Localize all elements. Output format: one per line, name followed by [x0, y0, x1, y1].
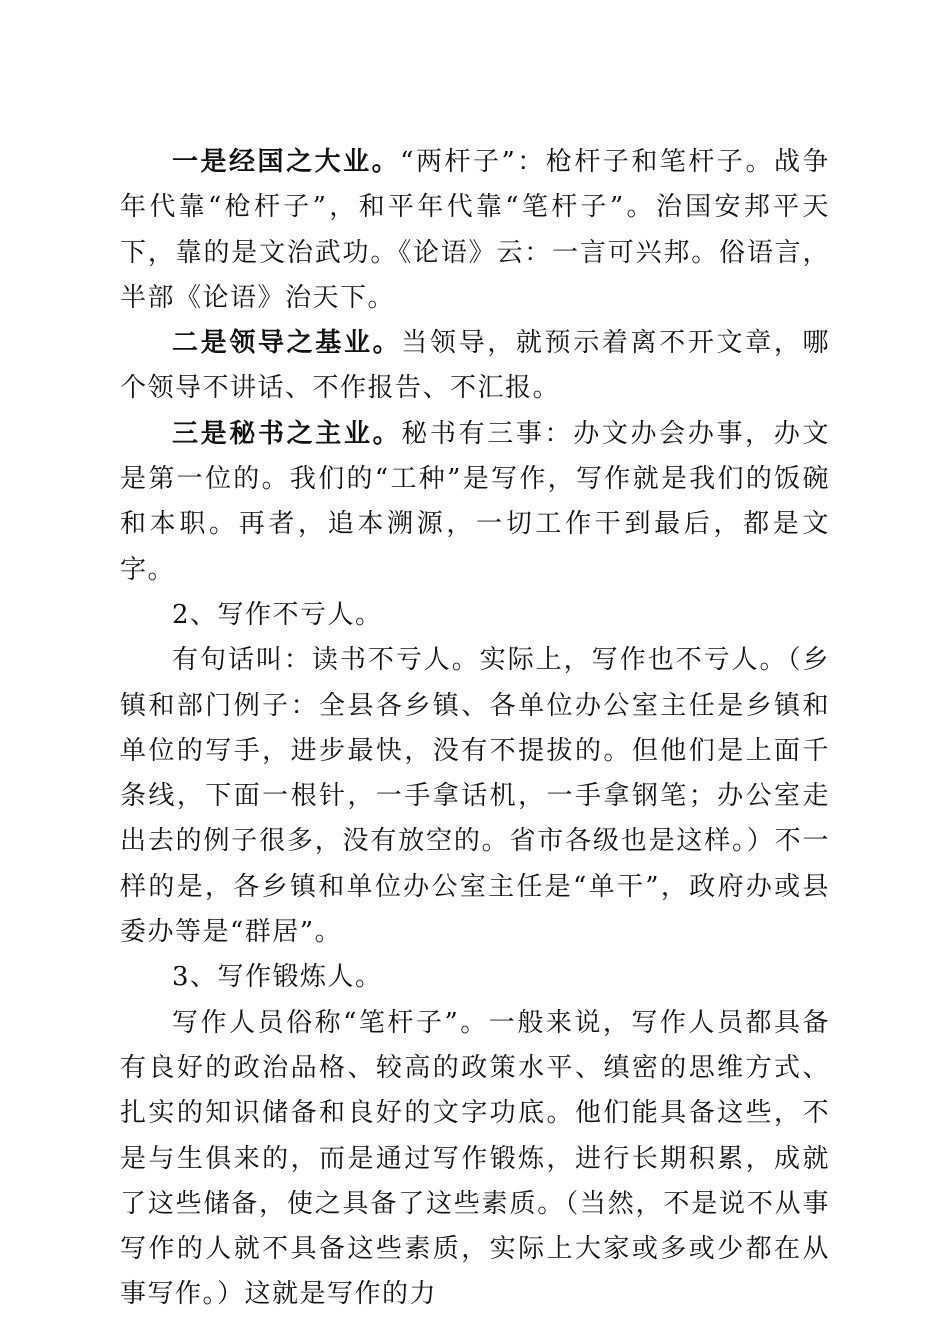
- section-heading-2: [120, 593, 830, 638]
- document-page: [120, 140, 830, 1318]
- heading-text: 3、写作锻炼人。: [172, 962, 383, 993]
- paragraph-2: [120, 321, 830, 412]
- paragraph-3: [120, 412, 830, 593]
- paragraph-5: [120, 1001, 830, 1318]
- paragraph-text: 写作人员俗称“笔杆子”。一般来说，写作人员都具备有良好的政治品格、较高的政策水平、缜密的思维方式、扎实的知识储备和良好的文字功底。他们能具备这些，不是与生俱来的，而是通过写作锻炼，进行长期积累，成就了这些储备，使之具备了这些素质。（当然，不是说不从事写作的人就不具备这些素质，实际上大家或多或少都在从事写作。）这就是写作的力: [120, 1007, 830, 1310]
- paragraph-1: [120, 140, 830, 321]
- paragraph-lead: 一是经国之大业。: [172, 147, 401, 177]
- paragraph-4: [120, 638, 830, 955]
- paragraph-text: 秘书有三事：办文办会办事，办文是第一位的。我们的“工种”是写作，写作就是我们的饭碗和本职。再者，追本溯源，一切工作干到最后，都是文字。: [120, 418, 830, 585]
- paragraph-text: 当领导，就预示着离不开文章，哪个领导不讲话、不作报告、不汇报。: [120, 328, 830, 404]
- paragraph-text: 有句话叫：读书不亏人。实际上，写作也不亏人。（乡镇和部门例子：全县各乡镇、各单位办公室主任是乡镇和单位的写手，进步最快，没有不提拔的。但他们是上面千条线，下面一根针，一手拿话机，一手拿钢笔；办公室走出去的例子很多，没有放空的。省市各级也是这样。）不一样的是，各乡镇和单位办公室主任是“单干”，政府办或县委办等是“群居”。: [120, 645, 830, 948]
- section-heading-3: [120, 955, 830, 1000]
- paragraph-lead: 三是秘书之主业。: [172, 418, 402, 449]
- paragraph-text: “两杆子”：枪杆子和笔杆子。战争年代靠“枪杆子”，和平年代靠“笔杆子”。治国安邦平天下，靠的是文治武功。《论语》云：一言可兴邦。俗语言，半部《论语》治天下。: [120, 147, 830, 313]
- heading-text: 2、写作不亏人。: [172, 599, 383, 630]
- paragraph-lead: 二是领导之基业。: [172, 328, 402, 359]
